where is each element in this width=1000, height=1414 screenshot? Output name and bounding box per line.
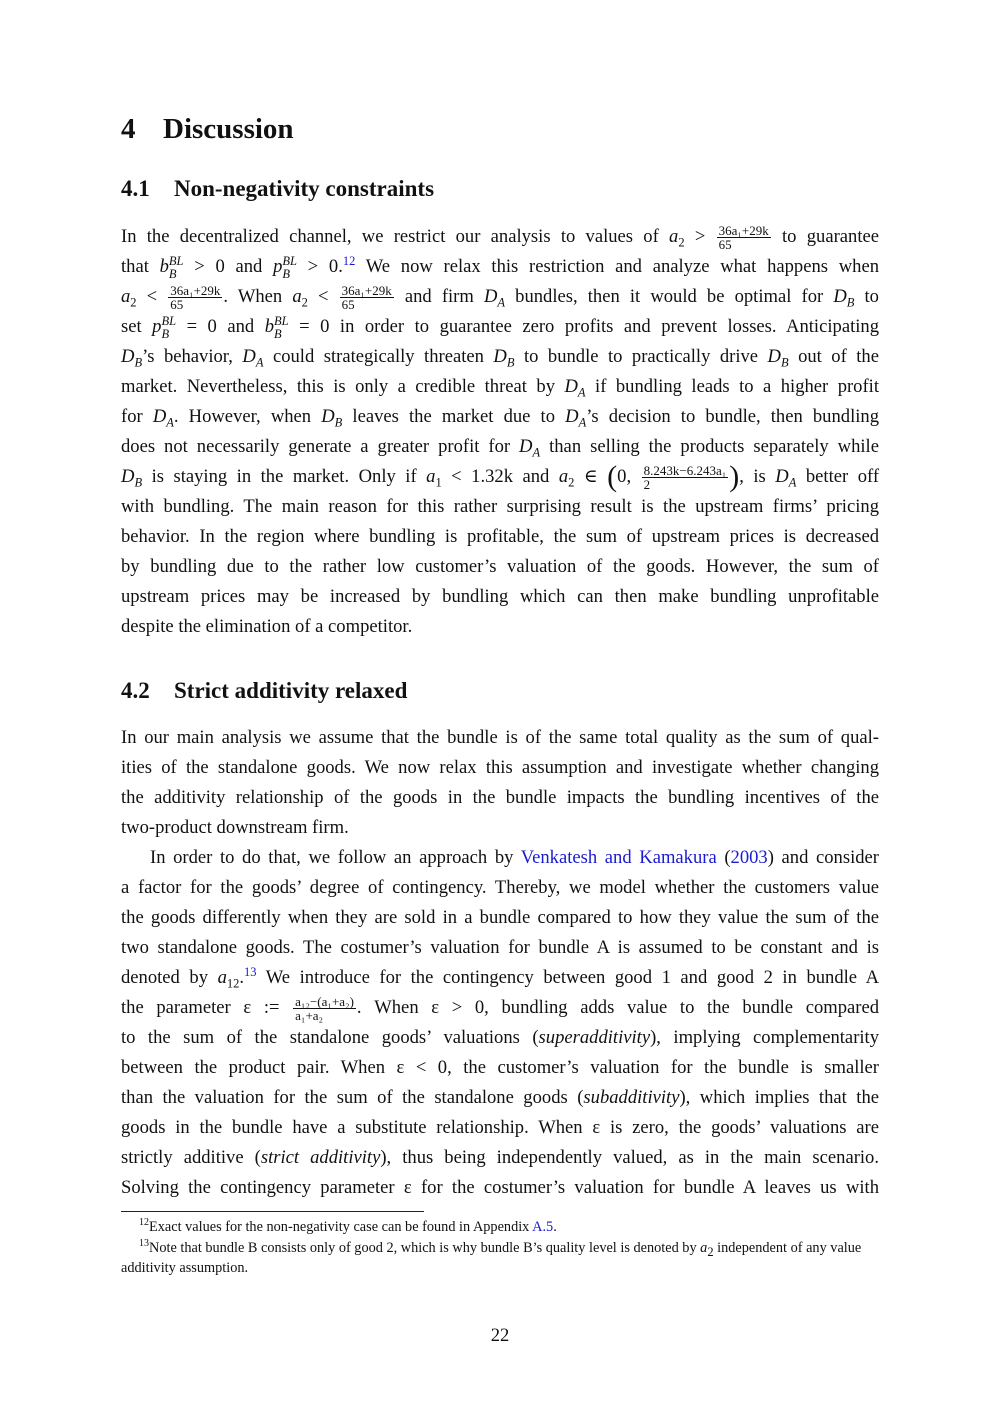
text-line: for $D_A$. However, when $D_B$ leaves the market due to $D_A’s$ decision to bundle, then bundling	[121, 406, 880, 430]
text-line: does not necessarily generate a greater profit for $D_A$ than selling the products separately while	[121, 436, 879, 460]
text-line: $D_B’s$ behavior, $D_A$ could strategically threaten $D_B$ to bundle to practically drive $D_B$ out of the	[121, 346, 879, 370]
section-title: Discussion	[163, 113, 294, 145]
fraction: $\frac{\text{36a₁+29k}}{65}$	[170, 282, 221, 313]
text-line: ities of the standalone goods. We now relax this assumption and investigate whether changing	[121, 757, 879, 778]
text-line: $a_2$ < $\frac{\text{36a₁+29k}}{65}$ . When $a_2$ < $\frac{\text{36a₁+29k}}{65}$ and firm $D_A$ bundles, then it would be optimal for $D_B$ to	[121, 282, 879, 313]
footnote-ref-12[interactable]: 12	[342, 253, 356, 268]
fraction: $\frac{\text{36a₁+29k}}{65}$	[341, 282, 392, 313]
text-line: Solving the contingency parameter ε for the costumer’s valuation for bundle A leaves us with	[121, 1177, 879, 1198]
text-line: behavior. In the region where bundling is profitable, the sum of upstream prices is decreased	[121, 526, 879, 547]
citation-authors-link[interactable]: Venkatesh and Kamakura	[520, 847, 717, 868]
footnote-rule	[121, 1211, 424, 1212]
fraction: $\frac{\text{36a₁+29k}}{65}$	[718, 222, 769, 253]
text-line: strictly additive (strict additivity), thus being independently valued, as in the main scenario.	[121, 1147, 879, 1168]
page-number: 22	[490, 1325, 510, 1346]
text-line: the parameter ε := $\frac{\text{a₁₂−(a₁+a₂)}}{\text{a₁+a₂}}$ . When ε > 0, bundling adds value to the bundle compared	[121, 993, 879, 1024]
text-line: In the decentralized channel, we restrict our analysis to values of $a_2$ > $\frac{\text{36a₁+29k}}{65}$ to guarantee	[121, 222, 879, 253]
text-line: In our main analysis we assume that the bundle is of the same total quality as the sum of qual-	[121, 727, 879, 748]
footnote-ref-13[interactable]: 13	[244, 964, 257, 979]
citation-year-link[interactable]: 2003	[730, 847, 768, 868]
subsection-heading-4-2	[121, 678, 407, 704]
paragraph-non-negativity	[121, 222, 879, 642]
subsection-number: 4.1	[121, 176, 150, 201]
text-line: between the product pair. When ε < 0, the customer’s valuation for the bundle is smaller	[121, 1057, 879, 1078]
text-line: In order to do that, we follow an approach by Venkatesh and Kamakura (2003) and consider	[150, 847, 880, 868]
text-line: despite the elimination of a competitor.	[121, 616, 413, 637]
section-heading	[121, 113, 294, 146]
subsection-title: Strict additivity relaxed	[174, 678, 408, 703]
text-line: with bundling. The main reason for this rather surprising result is the upstream firms’ pricing	[121, 496, 879, 517]
subsection-heading-4-1	[121, 176, 434, 202]
text-line: two standalone goods. The costumer’s valuation for bundle A is assumed to be constant and is	[121, 937, 879, 958]
subsection-title: Non-negativity constraints	[174, 176, 435, 201]
text-line: a factor for the goods’ degree of contingency. Thereby, we model whether the customers value	[121, 877, 879, 898]
text-line: than the valuation for the sum of the standalone goods (subadditivity), which implies that the	[121, 1087, 879, 1108]
text-line: that b BL B > 0 and p BL B > 0.12 We now relax this restriction and analyze what happens when	[121, 253, 879, 281]
paragraph-contingency	[121, 843, 879, 1203]
appendix-link[interactable]: A.5	[532, 1219, 554, 1235]
text-line: by bundling due to the rather low customer’s valuation of the goods. However, the sum of	[121, 556, 879, 577]
section-number: 4	[121, 113, 136, 145]
paragraph-additivity-intro	[121, 723, 879, 843]
text-line: upstream prices may be increased by bundling which can then make bundling unprofitable	[121, 586, 879, 607]
text-line: goods in the bundle have a substitute relationship. When ε is zero, the goods’ valuations are	[121, 1117, 879, 1138]
text-line: the goods differently when they are sold in a bundle compared to how they value the sum of the	[121, 907, 879, 928]
text-line: set p BL B = 0 and b BL B = 0 in order to guarantee zero profits and prevent losses. Anticipating	[121, 314, 879, 341]
text-line: $D_B$ is staying in the market. Only if $a_1 < 1.32k$ and $a_2$ ∈ (0, $\frac{\text{8.243k−6.243a₁}}{2}$ ), is $D_A$ better off	[121, 460, 880, 493]
fraction: $\frac{\text{8.243k−6.243a₁}}{2}$	[643, 462, 727, 493]
footnote-12: $^{12}$Exact values for the non-negativity case can be found in Appendix A.5.	[139, 1217, 557, 1235]
text-line: to the sum of the standalone goods’ valuations (superadditivity), implying complementarity	[121, 1027, 880, 1048]
text-line: market. Nevertheless, this is only a credible threat by $D_A$ if bundling leads to a higher profit	[121, 376, 879, 400]
subsection-number: 4.2	[121, 678, 150, 703]
fraction: $\frac{\text{a₁₂−(a₁+a₂)}}{\text{a₁+a₂}}$	[295, 993, 354, 1024]
footnote-13: $^{13}$Note that bundle B consists only of good 2, which is why bundle B’s quality level is denoted by $a_2$ independent of any value additivity assumption.	[121, 1238, 862, 1276]
text-line: two-product downstream firm.	[121, 817, 349, 838]
text-line: denoted by $a_{12}.^{13}$ We introduce for the contingency between good 1 and good 2 in bundle A	[121, 964, 880, 991]
text-line: the additivity relationship of the goods in the bundle impacts the bundling incentives of the	[121, 787, 879, 808]
